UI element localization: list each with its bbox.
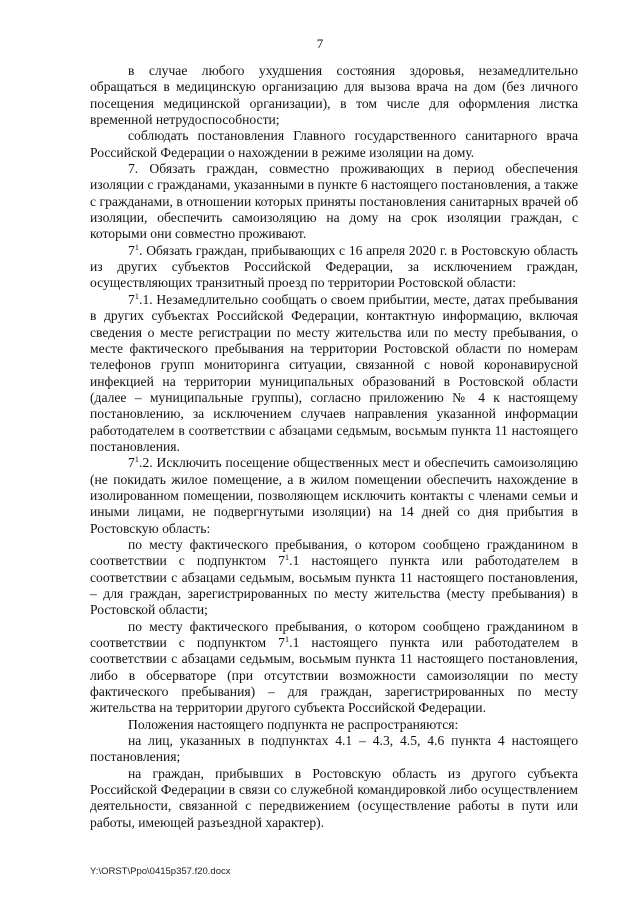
paragraph-item-7-1-2	[90, 455, 578, 537]
superscript: 1	[134, 454, 140, 465]
text-part: . Обязать граждан, прибывающих с 16 апреля 2020 г. в Ростовскую область из других субъектов Российской Федерации, за исключением граждан, осуществляющих транзитный проезд по территории Ростовской области:	[90, 242, 578, 291]
document-body	[90, 63, 578, 831]
paragraph-other-region-residents	[90, 619, 578, 717]
text-part: 7	[128, 455, 135, 471]
footer-file-path: Y:\ORST\Ppo\0415p357.f20.docx	[90, 866, 231, 877]
text-part: .1 настоящего пункта или работодателем в соответствии с абзацами седьмым, восьмым пункта 11 настоящего постановления, либо в обсерваторе (при отсутствии возможности самоизоляции по месту фактического пребывания) – для граждан, зарегистрированных по месту жительства на территории другого субъекта Российской Федерации.	[90, 635, 578, 716]
superscript: 1	[284, 634, 290, 645]
paragraph-symptoms: в случае любого ухудшения состояния здоровья, незамедлительно обращаться в медицинскую организацию для вызова врача на дом (без личного посещения медицинской организации), в том числе для оформления листка временной нетрудоспособности;	[90, 63, 578, 128]
text-part: 7	[128, 242, 135, 258]
page-number: 7	[316, 36, 324, 51]
paragraph-rostov-residents	[90, 537, 578, 619]
paragraph-sanitary-orders: соблюдать постановления Главного государственного санитарного врача Российской Федерации о нахождении в режиме изоляции на дому.	[90, 128, 578, 160]
text-part: по месту фактического пребывания, о котором сообщено гражданином в соответствии с подпунктом 7	[90, 618, 578, 651]
paragraph-item-7-1-1	[90, 292, 578, 455]
text-part: 7	[128, 291, 135, 307]
paragraph-exclusion-persons: на лиц, указанных в подпунктах 4.1 – 4.3, 4.5, 4.6 пункта 4 настоящего постановления;	[90, 733, 578, 765]
text-part: .2. Исключить посещение общественных мест и обеспечить самоизоляцию (не покидать жилое помещение, а в жилом помещении обеспечить нахождение в изолированном помещении, позволяющем исключить контакты с членами семьи и иными лицами, не подвергнутыми изоляции) на 14 дней со дня прибытия в Ростовскую область:	[90, 455, 578, 536]
paragraph-item-7-1	[90, 243, 578, 292]
text-part: .1 настоящего пункта или работодателем в соответствии с абзацами седьмым, восьмым пункта 11 настоящего постановления, – для граждан, зарегистрированных по месту жительства (месту пребывания) в Ростовской области;	[90, 553, 578, 618]
superscript: 1	[134, 241, 140, 252]
superscript: 1	[134, 290, 140, 301]
text-part: .1. Незамедлительно сообщать о своем прибытии, месте, датах пребывания в других субъектах Российской Федерации, контактную информацию, включая сведения о месте регистрации по месту жительства или по месту пребывания, о месте фактического пребывания на территории Ростовской области по номерам телефонов групп мониторинга ситуации, связанной с новой коронавирусной инфекцией на территории муниципальных образований в Ростовской области (далее – муниципальные группы), согласно приложению № 4 к настоящему постановлению, за исключением случаев направления указанной информации работодателем в соответствии с абзацами седьмым, восьмым пункта 11 настоящего постановления.	[90, 291, 578, 454]
paragraph-exclusion-business-trip: на граждан, прибывших в Ростовскую область из другого субъекта Российской Федерации в связи со служебной командировкой либо осуществлением деятельности, связанной с передвижением (осуществление работы в пути или работы, имеющей разъездной характер).	[90, 765, 578, 830]
text-part: по месту фактического пребывания, о котором сообщено гражданином в соответствии с подпунктом 7	[90, 536, 578, 569]
superscript: 1	[284, 552, 290, 563]
paragraph-exclusions-intro: Положения настоящего подпункта не распространяются:	[128, 716, 459, 732]
paragraph-item-7: 7. Обязать граждан, совместно проживающих в период обеспечения изоляции с гражданами, указанными в пункте 6 настоящего постановления, а также с гражданами, в отношении которых приняты постановления санитарных врачей об изоляции, обеспечить самоизоляцию на дому на срок изоляции граждан, с которыми они совместно проживают.	[90, 161, 578, 242]
